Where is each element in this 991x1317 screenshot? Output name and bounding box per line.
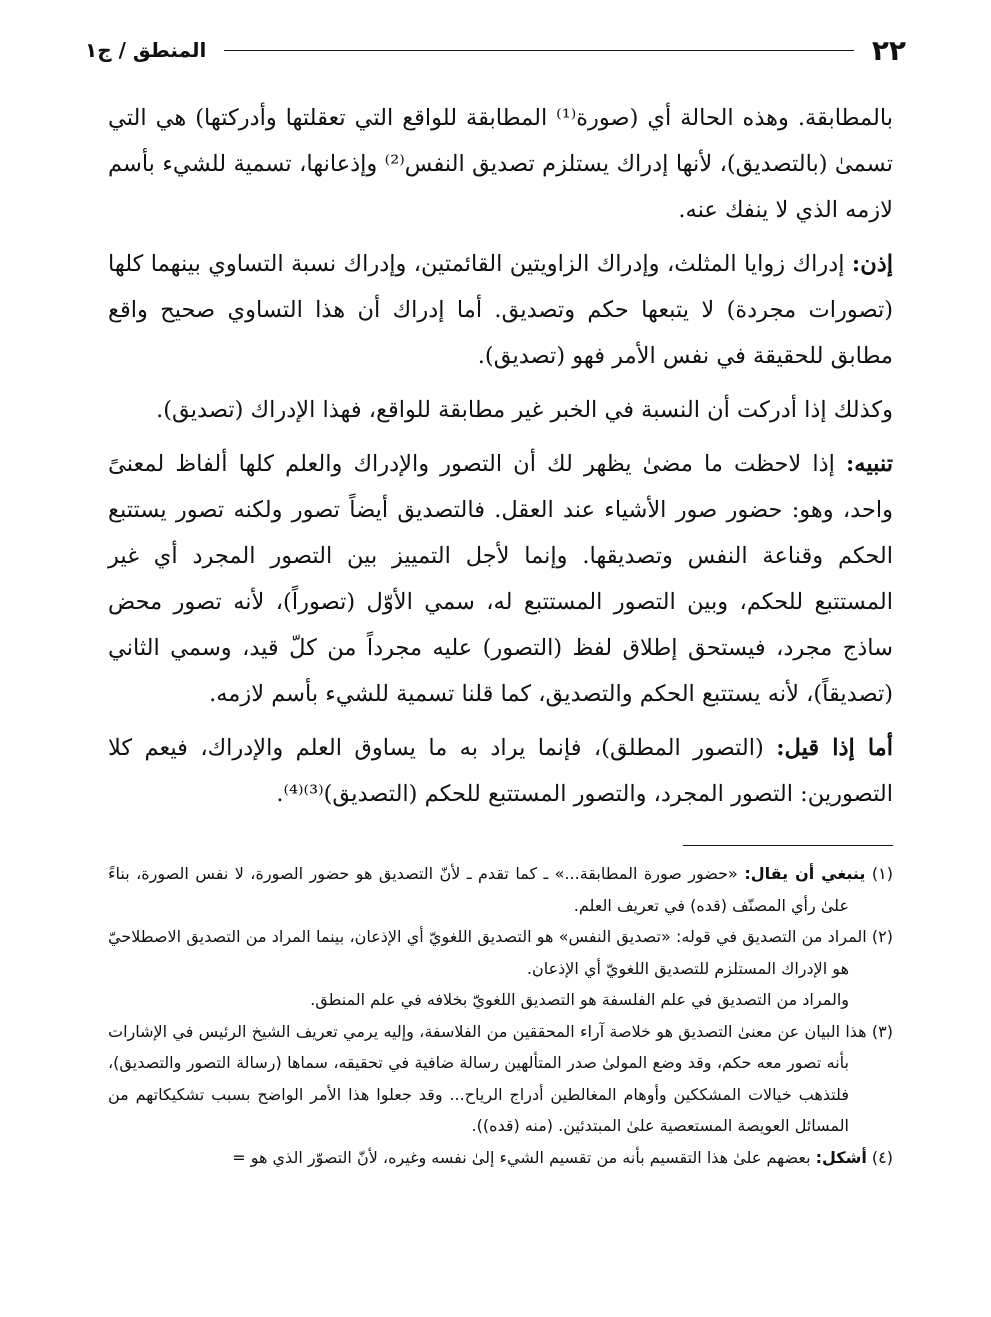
footnote	[108, 921, 893, 984]
main-text	[108, 95, 893, 825]
paragraph	[108, 725, 893, 817]
footnote	[108, 1142, 893, 1174]
footnote-number: (٢)	[871, 927, 893, 946]
footnote-text: «حضور صورة المطابقة...» ـ كما تقدم ـ لأنّ التصديق هو حضور الصورة، لا نفس الصورة، بناءً علىٰ رأي المصنّف (قده) في تعريف العلم.	[108, 864, 849, 915]
paragraph	[108, 441, 893, 717]
footnote-text: بعضهم علىٰ هذا التقسيم بأنه من تقسيم الشيء إلىٰ نفسه وغيره، لأنّ التصوّر الذي هو =	[232, 1147, 816, 1167]
paragraph-lead: تنبيه:	[846, 451, 893, 477]
footnote-number: (١)	[871, 864, 893, 883]
footnote-rule	[683, 845, 893, 846]
paragraph-lead: أما إذا قيل:	[776, 735, 893, 761]
footnote-text: المراد من التصديق في قوله: «تصديق النفس» هو التصديق اللغويّ أي الإذعان، بينما المراد من التصديق الاصطلاحيّ هو الإدراك المستلزم للتصديق اللغويّ أي الإذعان.	[108, 927, 867, 978]
header-rule	[224, 50, 854, 51]
footnote-number: (٤)	[871, 1147, 893, 1167]
footnote	[108, 1016, 893, 1142]
paragraph-text: (التصور المطلق)، فإنما يراد به ما يساوق العلم والإدراك، فيعم كلا التصورين: التصور المجرد، والتصور المستتبع للحكم (التصديق)⁽³⁾⁽⁴⁾.	[108, 735, 893, 807]
running-title: المنطق / ج١	[85, 38, 207, 62]
paragraph-text: وكذلك إذا أدركت أن النسبة في الخبر غير مطابقة للواقع، فهذا الإدراك (تصديق).	[156, 397, 893, 423]
paragraph	[108, 95, 893, 233]
paragraph-lead: إذن:	[851, 251, 893, 277]
footnote-continuation	[108, 984, 893, 1016]
paragraph-text: بالمطابقة. وهذه الحالة أي (صورة⁽¹⁾ المطابقة للواقع التي تعقلتها وأدركتها) هي التي تسمىٰ (بالتصديق)، لأنها إدراك يستلزم تصديق النفس⁽²⁾ وإذعانها، تسمية للشيء بأسم لازمه الذي لا ينفك عنه.	[108, 105, 894, 223]
paragraph-text: إدراك زوايا المثلث، وإدراك الزاويتين القائمتين، وإدراك نسبة التساوي بينهما كلها (تصورات مجردة) لا يتبعها حكم وتصديق. أما إدراك أن هذا التساوي صحيح واقع مطابق للحقيقة في نفس الأمر فهو (تصديق).	[108, 251, 893, 369]
paragraph	[108, 241, 893, 379]
page-number: ٢٢	[871, 33, 906, 67]
footnote-lead: ينبغي أن يقال:	[744, 864, 866, 883]
footnote-lead: أشكل:	[815, 1147, 867, 1167]
page-header	[85, 30, 906, 70]
footnote-text: هذا البيان عن معنىٰ التصديق هو خلاصة آراء المحققين من الفلاسفة، وإليه يرمي تعريف الشيخ الرئيس في الإشارات بأنه تصور معه حكم، وقد وضع المولىٰ صدر المتألهين رسالة ضافية في تحقيقه، سماها (رسالة التصور والتصديق)، فلتذهب خيالات المشككين وأوهام المغالطين أدراج الرياح... وقد جعلوا هذا الأمر الواضح بسبب تشكيكاتهم من المسائل العويصة المستعصية علىٰ المبتدئين. (منه (قده)).	[108, 1021, 867, 1135]
footnote	[108, 858, 893, 921]
paragraph-text: إذا لاحظت ما مضىٰ يظهر لك أن التصور والإدراك والعلم كلها ألفاظ لمعنىً واحد، وهو: حضور صور الأشياء عند العقل. فالتصديق أيضاً تصور ولكنه تصور يستتبع الحكم وقناعة النفس وتصديقها. وإنما لأجل التمييز بين التصور المجرد أي غير المستتبع للحكم، وبين التصور المستتبع له، سمي الأوّل (تصوراً)، لأنه تصور محض ساذج مجرد، فيستحق إطلاق لفظ (التصور) عليه مجرداً من كلّ قيد، وسمي الثاني (تصديقاً)، لأنه يستتبع الحكم والتصديق، كما قلنا تسمية للشيء بأسم لازمه.	[108, 451, 893, 707]
footnote-number: (٣)	[871, 1021, 893, 1041]
footnote-text: والمراد من التصديق في علم الفلسفة هو التصديق اللغويّ بخلافه في علم المنطق.	[310, 990, 849, 1009]
paragraph	[108, 387, 893, 433]
footnotes	[108, 858, 893, 1173]
